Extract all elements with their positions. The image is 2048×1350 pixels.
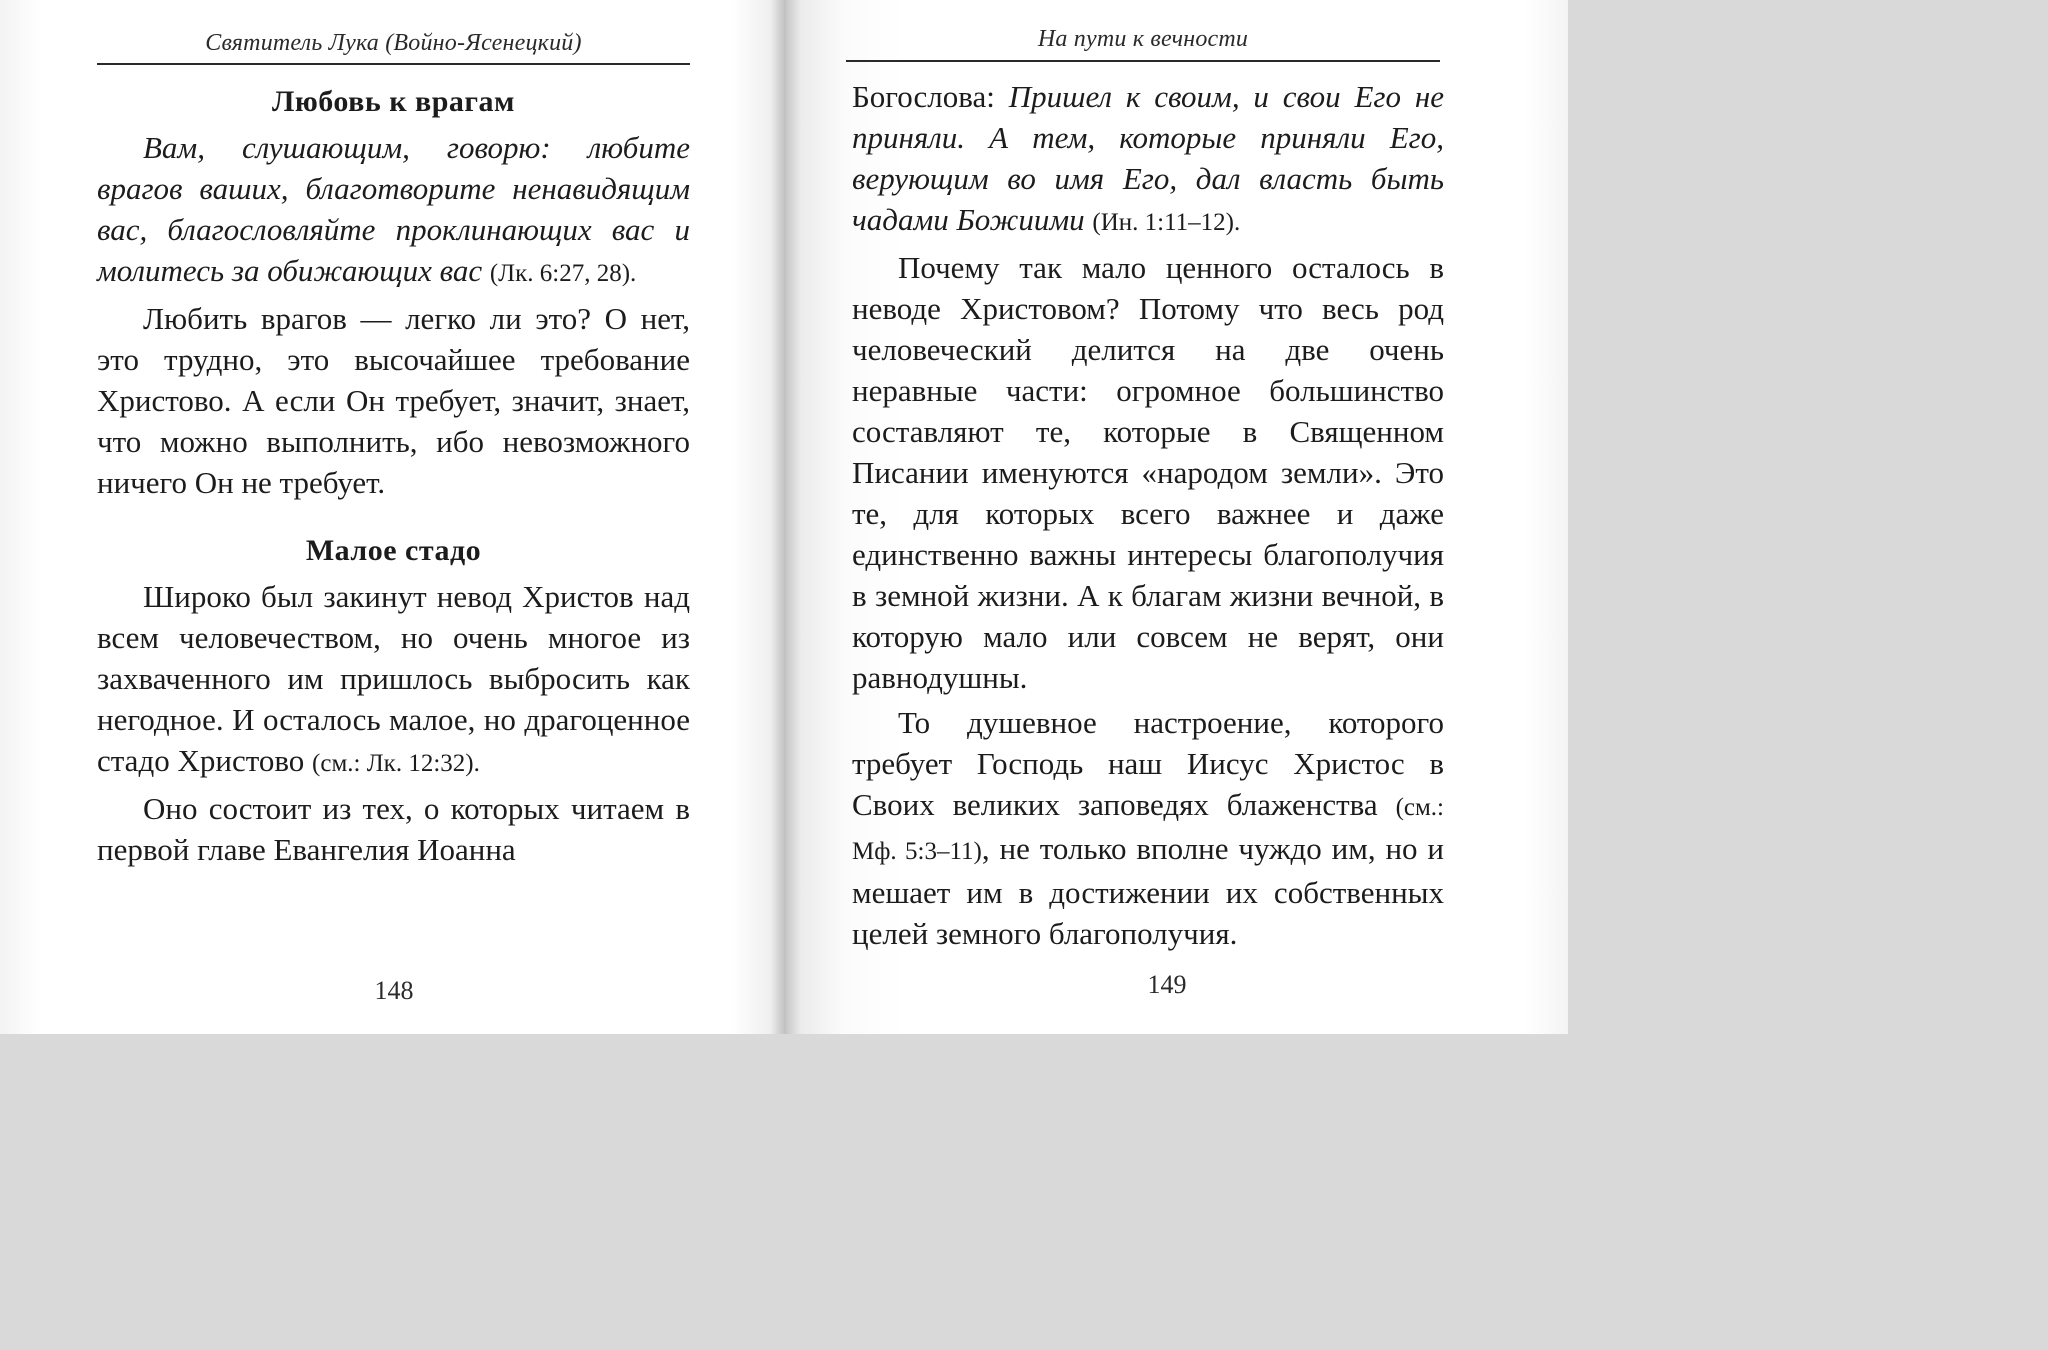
paragraph-spiritual-mood: [852, 702, 1444, 954]
paragraph-net-text: Широко был закинут невод Христов над всем человечеством, но очень многое из захваченного им пришлось выбросить как негодное. И осталось малое, но драгоценное стадо Христово: [97, 579, 690, 778]
left-page-body: [97, 82, 690, 874]
continued-lead: Богослова:: [852, 79, 1009, 114]
paragraph-spiritual-mood-a: То душевное настроение, которого требует Господь наш Иисус Христос в Своих великих заповедях блаженства: [852, 705, 1444, 822]
running-head-right: На пути к вечности: [1037, 26, 1249, 52]
scripture-quote-john-1: Пришел к своим, и свои Его не приняли. А тем, которые приняли Его, верующим во имя Его, дал власть быть чадами Божиими: [852, 79, 1444, 237]
quote-text: Вам, слушающим, говорю: любите врагов ваших, благотворите ненавидящим вас, благословляйте проклинающих вас и молитесь за обижающих вас: [97, 130, 690, 288]
continued-paragraph: [852, 76, 1444, 243]
paragraph-why-so-little: Почему так мало ценного осталось в неводе Христовом? Потому что весь род человеческий делится на две очень неравные части: огромное большинство составляют те, которые в Священном Писании именуются «народом земли». Это те, для которых всего важнее и даже единственно важны интересы благополучия в земной жизни. А к благам жизни вечной, в которую мало или совсем не верят, они равнодушны.: [852, 250, 1444, 695]
section-title-love-enemies: Любовь к врагам: [272, 85, 515, 118]
reference-john-1: (Ин. 1:11–12).: [1092, 209, 1241, 236]
scripture-quote-luke-6: [97, 127, 690, 294]
paragraph-net: [97, 576, 690, 784]
reference-matthew-5: (см.: Мф. 5:3–11): [852, 794, 1444, 865]
header-rule-left: [97, 63, 690, 65]
left-page: [0, 0, 784, 1034]
quote-reference: (Лк. 6:27, 28).: [489, 260, 637, 287]
paragraph-flock-consists: Оно состоит из тех, о которых читаем в первой главе Евангелия Иоанна: [97, 791, 690, 867]
paragraph-love-enemies: Любить врагов — легко ли это? О нет, это трудно, это высочайшее требование Христово. А если Он требует, значит, знает, что можно выполнить, ибо невозможного ничего Он не требует.: [97, 301, 690, 500]
running-head-left: Святитель Лука (Войно-Ясенецкий): [205, 30, 582, 56]
reference-luke-12: (см.: Лк. 12:32).: [312, 750, 480, 777]
right-page: [784, 0, 1568, 1034]
page-number-left: 148: [374, 976, 414, 1005]
page-number-right: 149: [1147, 970, 1187, 999]
header-rule-right: [846, 60, 1440, 62]
paragraph-spiritual-mood-b: , не только вполне чуждо им, но и мешает им в достижении их собственных целей земного благополучия.: [852, 831, 1444, 951]
right-page-body: [852, 76, 1444, 958]
section-title-little-flock: Малое стадо: [305, 534, 482, 567]
